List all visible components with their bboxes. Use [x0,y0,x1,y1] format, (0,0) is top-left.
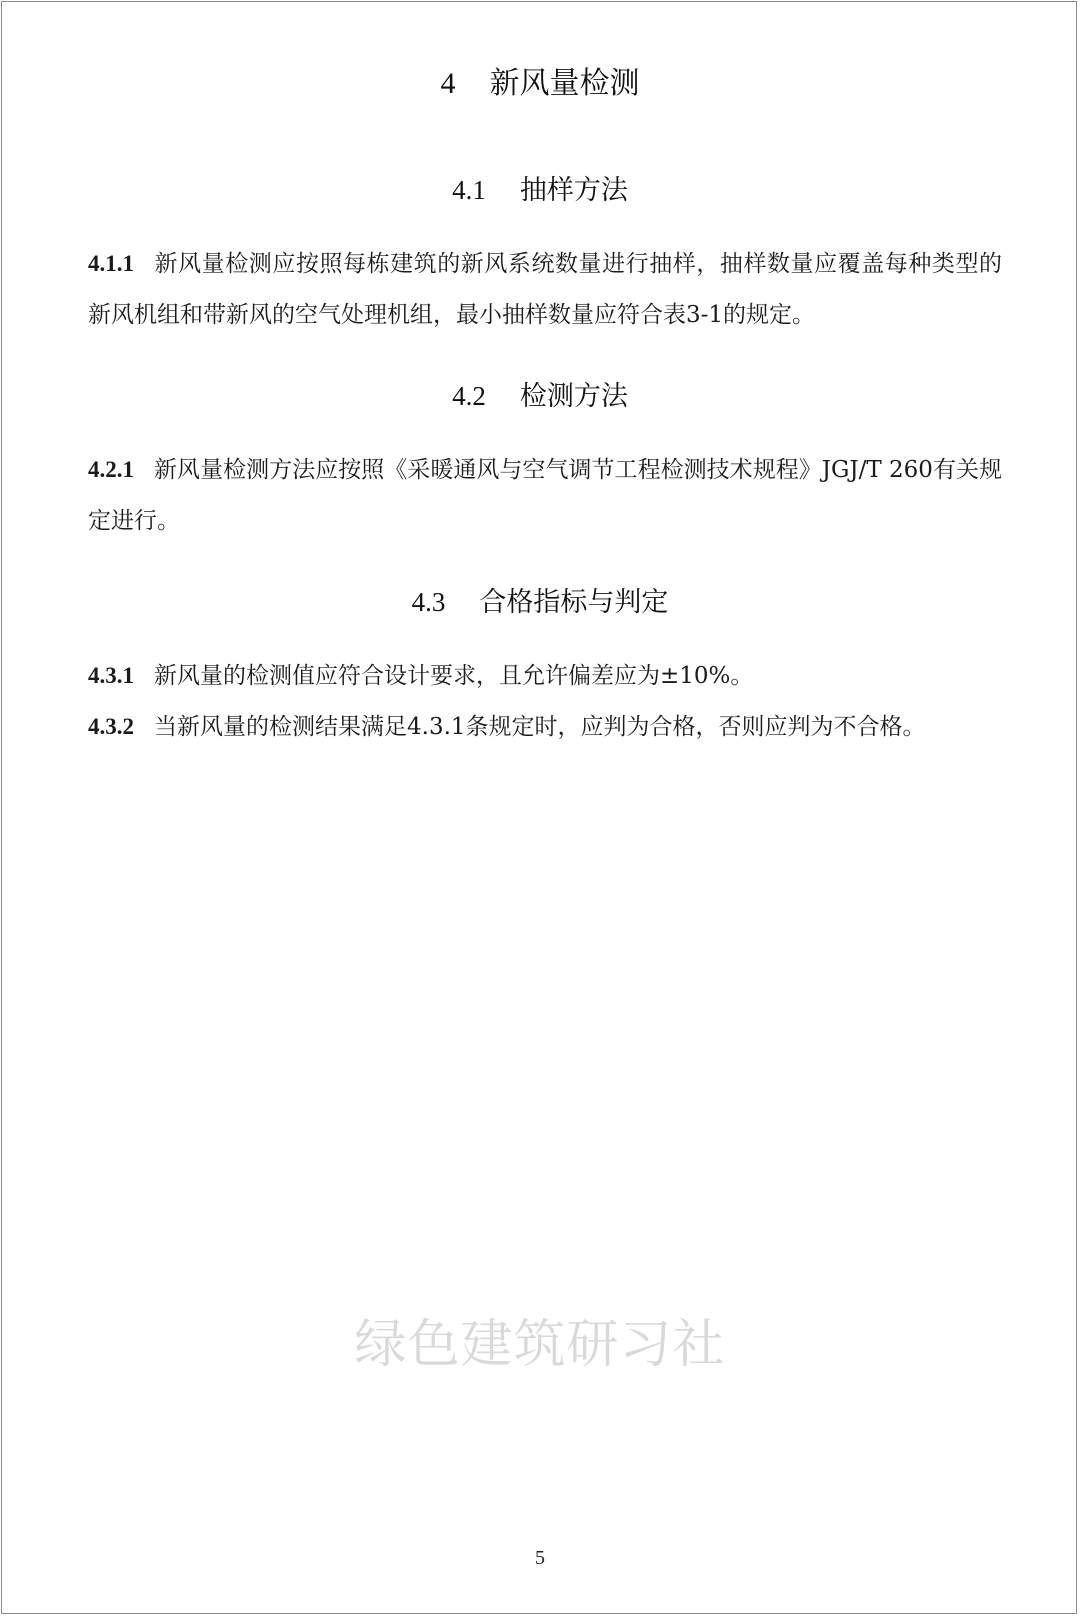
section-number: 4.3 [411,587,446,617]
watermark: 绿色建筑研习社 [354,1315,726,1375]
clause-4-3-2 [88,701,1002,753]
section-number: 4.2 [452,381,486,411]
section-title: 抽样方法 [519,175,628,206]
clause-number: 4.1.1 [88,251,134,276]
page-number: 5 [535,1547,545,1569]
clause-4-3-1 [88,650,1002,702]
clause-number: 4.3.2 [88,714,134,739]
section-heading-4-2 [0,374,1080,413]
clause-number: 4.3.1 [88,663,134,688]
clause-text: 新风量检测方法应按照《采暖通风与空气调节工程检测技术规程》JGJ/T 260有关规定进行。 [88,457,1002,534]
clause-text: 当新风量的检测结果满足4.3.1条规定时，应判为合格，否则应判为不合格。 [154,714,926,740]
clause-text: 新风量检测应按照每栋建筑的新风系统数量进行抽样，抽样数量应覆盖每种类型的新风机组和带新风的空气处理机组，最小抽样数量应符合表3-1的规定。 [88,251,1002,328]
clause-number: 4.2.1 [88,457,134,482]
section-number: 4.1 [452,175,486,205]
chapter-title: 新风量检测 [489,66,640,101]
chapter-heading [0,58,1080,102]
section-title: 合格指标与判定 [479,587,669,618]
section-heading-4-1 [0,168,1080,207]
section-heading-4-3 [0,580,1080,619]
clause-4-2-1 [88,444,1002,547]
clause-4-1-1 [88,238,1002,341]
clause-text: 新风量的检测值应符合设计要求，且允许偏差应为±10%。 [154,663,754,689]
section-title: 检测方法 [519,381,628,412]
chapter-number: 4 [440,67,456,100]
